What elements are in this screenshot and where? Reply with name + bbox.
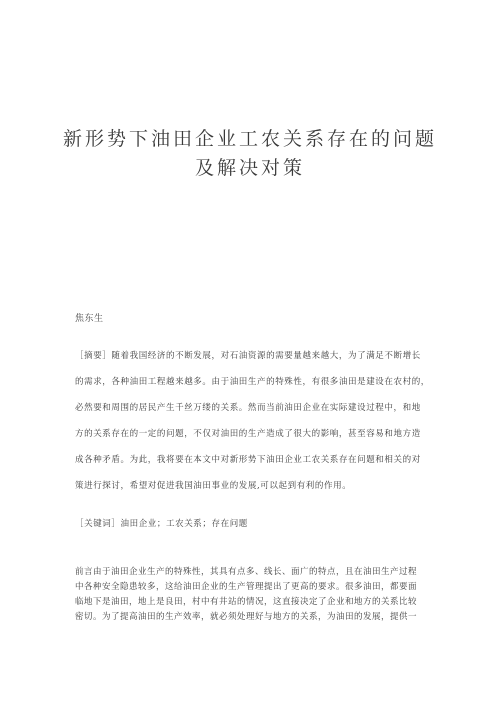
document-title-line-1: 新形势下油田企业工农关系存在的问题 — [62, 128, 437, 150]
abstract-line: 的需求，各种油田工程越来越多。由于油田生产的特殊性，有很多油田是建设在农村的， — [75, 377, 430, 387]
abstract-line: ［摘要］随着我国经济的不断发展，对石油资源的需要量越来越大，为了满足不断增长 — [75, 351, 421, 361]
keywords: ［关键词］油田企业；工农关系；存在问题 — [75, 519, 248, 529]
abstract-line: 成各种矛盾。为此，我将要在本文中对新形势下油田企业工农关系存在问题和相关的对 — [75, 455, 421, 465]
intro-line: 密切。为了提高油田的生产效率，就必须处理好与地方的关系，为油田的发展，提供一 — [75, 612, 418, 622]
abstract-line: 必然要和周围的居民产生千丝万缕的关系。然而当前油田企业在实际建设过程中，和地 — [75, 403, 421, 413]
abstract-line: 方的关系存在的一定的问题，不仅对油田的生产造成了很大的影响，甚至容易和地方造 — [75, 429, 421, 439]
abstract-line: 策进行探讨，希望对促进我国油田事业的发展,可以起到有利的作用。 — [75, 481, 352, 491]
author-name: 焦东生 — [75, 314, 104, 324]
intro-line: 中各种安全隐患较多，这给油田企业的生产管理提出了更高的要求。很多油田，都要面 — [75, 582, 418, 592]
document-title-line-2: 及解决对策 — [194, 157, 305, 179]
intro-line: 临地下是油田，地上是良田，村中有井站的情况，这直接决定了企业和地方的关系比较 — [75, 597, 418, 607]
intro-line: 前言由于油田企业生产的特殊性，其具有点多、线长、面广的特点，且在油田生产过程 — [75, 567, 418, 577]
